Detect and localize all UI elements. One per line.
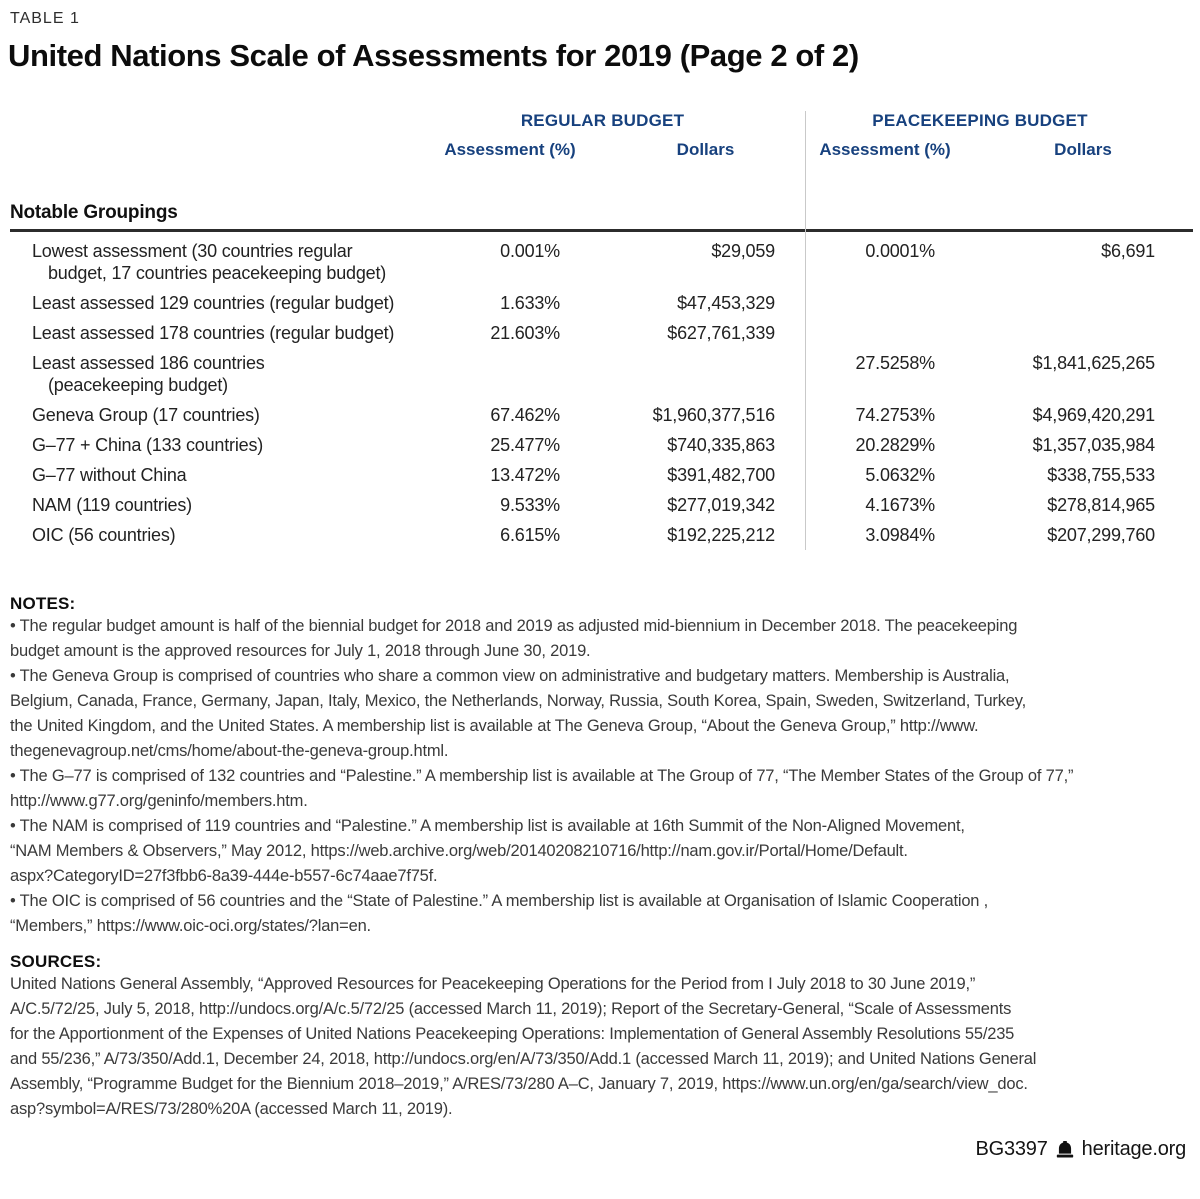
peacekeeping-assessment-cell: 74.2753% [855, 405, 935, 425]
source-line: Assembly, “Programme Budget for the Biennium 2018–2019,” A/RES/73/280 A–C, January 7, 2019, https://www.un.org/en/ga/search/view_doc. [10, 1075, 1028, 1093]
regular-assessment-cell: 13.472% [490, 465, 560, 485]
peacekeeping-assessment-cell: 0.0001% [865, 241, 935, 261]
assessments-table [10, 111, 1193, 550]
row-label-line1: NAM (119 countries) [32, 495, 192, 515]
peacekeeping-assessment-cell: 20.2829% [855, 435, 935, 455]
regular-dollars-cell: $192,225,212 [667, 525, 775, 545]
row-label [10, 404, 430, 426]
note-line: • The Geneva Group is comprised of countries who share a common view on administrative and budgetary matters. Membership is Australia, [10, 667, 1010, 685]
regular-assessment-cell: 6.615% [500, 525, 560, 545]
column-header-row [10, 140, 1193, 160]
footer [975, 1138, 1186, 1161]
page-title: United Nations Scale of Assessments for 2019 (Page 2 of 2) [8, 38, 859, 73]
regular-dollars-cell [590, 352, 775, 396]
peacekeeping-dollars-cell: $207,299,760 [1047, 525, 1155, 545]
regular-dollars-header: Dollars [676, 140, 735, 159]
peacekeeping-dollars-cell: $1,357,035,984 [1032, 435, 1155, 455]
source-line: and 55/236,” A/73/350/Add.1, December 24, 2018, http://undocs.org/en/A/73/350/Add.1 (accessed March 11, 2019); and United Nations General [10, 1050, 1037, 1068]
row-tail [1155, 352, 1193, 396]
source-line: asp?symbol=A/RES/73/280%20A (accessed March 11, 2019). [10, 1100, 453, 1118]
table-tag: TABLE 1 [10, 10, 80, 27]
note-line: • The G–77 is comprised of 132 countries and “Palestine.” A membership list is available at The Group of 77, “The Member States of the Group of 77,” [10, 767, 1074, 785]
source-line: for the Apportionment of the Expenses of United Nations Peacekeeping Operations: Implementation of General Assembly Resolutions 55/235 [10, 1025, 1015, 1043]
peacekeeping-dollars-cell [965, 292, 1155, 314]
note-item [10, 814, 1193, 889]
peacekeeping-assessment-cell: 27.5258% [855, 353, 935, 373]
peacekeeping-assessment-cell [805, 322, 965, 344]
note-line: http://www.g77.org/geninfo/members.htm. [10, 792, 308, 810]
row-label [10, 464, 430, 486]
table-row [10, 490, 1193, 520]
row-tail [1155, 404, 1193, 426]
regular-assessment-cell: 25.477% [490, 435, 560, 455]
row-label-line2: budget, 17 countries peacekeeping budget) [48, 263, 387, 283]
column-gap [775, 240, 805, 284]
table-body [10, 236, 1193, 550]
row-label [10, 352, 430, 396]
row-label-line1: Lowest assessment (30 countries regular [32, 241, 353, 261]
document-id: BG3397 [975, 1138, 1048, 1160]
regular-assessment-cell: 21.603% [490, 323, 560, 343]
row-label [10, 292, 430, 314]
column-gap [775, 494, 805, 516]
table-top-rule [10, 229, 1193, 232]
regular-dollars-cell: $740,335,863 [667, 435, 775, 455]
notes-section [10, 594, 1193, 939]
column-gap [775, 292, 805, 314]
note-line: • The OIC is comprised of 56 countries and the “State of Palestine.” A membership list is available at Organisation of Islamic Cooperation , [10, 892, 989, 910]
regular-assessment-cell: 67.462% [490, 405, 560, 425]
row-tail [1155, 524, 1193, 546]
regular-assessment-cell: 1.633% [500, 293, 560, 313]
regular-dollars-cell: $1,960,377,516 [652, 405, 775, 425]
note-item [10, 614, 1193, 664]
regular-assessment-cell: 0.001% [500, 241, 560, 261]
regular-assessment-cell: 9.533% [500, 495, 560, 515]
source-line: A/C.5/72/25, July 5, 2018, http://undocs.org/A/c.5/72/25 (accessed March 11, 2019); Report of the Secretary-General, “Scale of Assessments [10, 1000, 1012, 1018]
row-label [10, 494, 430, 516]
regular-assessment-cell [430, 352, 590, 396]
peacekeeping-assessment-cell [805, 292, 965, 314]
column-gap [775, 464, 805, 486]
note-line: Belgium, Canada, France, Germany, Japan, Italy, Mexico, the Netherlands, Norway, Russia, South Korea, Spain, Sweden, Switzerland, Turkey, [10, 692, 1026, 710]
row-label [10, 524, 430, 546]
note-line: “NAM Members & Observers,” May 2012, https://web.archive.org/web/20140208210716/http://nam.gov.ir/Portal/Home/Default. [10, 842, 908, 860]
table-row [10, 348, 1193, 400]
regular-dollars-cell: $627,761,339 [667, 323, 775, 343]
note-line: the United Kingdom, and the United States. A membership list is available at The Geneva Group, “About the Geneva Group,” http://www. [10, 717, 979, 735]
notes-heading: NOTES: [10, 594, 76, 613]
peacekeeping-assessment-cell: 4.1673% [865, 495, 935, 515]
row-tail [1155, 292, 1193, 314]
sources-heading: SOURCES: [10, 952, 102, 971]
regular-assessment-header: Assessment (%) [444, 140, 576, 159]
regular-dollars-cell: $391,482,700 [667, 465, 775, 485]
regular-dollars-cell: $277,019,342 [667, 495, 775, 515]
notes-list [10, 614, 1193, 939]
peacekeeping-budget-header: PEACEKEEPING BUDGET [872, 111, 1088, 130]
regular-dollars-cell: $47,453,329 [677, 293, 775, 313]
note-item [10, 664, 1193, 764]
sources-text [10, 972, 1193, 1122]
peacekeeping-dollars-header: Dollars [1054, 140, 1112, 159]
group-header-row [10, 111, 1193, 131]
row-label-line2: (peacekeeping budget) [48, 375, 228, 395]
row-label-line1: G–77 + China (133 countries) [32, 435, 264, 455]
peacekeeping-assessment-cell: 3.0984% [865, 525, 935, 545]
row-label [10, 434, 430, 456]
note-line: “Members,” https://www.oic-oci.org/states/?lan=en. [10, 917, 371, 935]
column-gap [775, 434, 805, 456]
peacekeeping-dollars-cell [965, 322, 1155, 344]
row-tail [1155, 464, 1193, 486]
table-row [10, 318, 1193, 348]
note-line: • The NAM is comprised of 119 countries and “Palestine.” A membership list is available at 16th Summit of the Non-Aligned Movement, [10, 817, 965, 835]
table-row [10, 288, 1193, 318]
row-label-line1: Geneva Group (17 countries) [32, 405, 260, 425]
peacekeeping-dollars-cell: $278,814,965 [1047, 495, 1155, 515]
column-gap [775, 352, 805, 396]
note-line: budget amount is the approved resources for July 1, 2018 through June 30, 2019. [10, 642, 591, 660]
row-label [10, 240, 430, 284]
row-label-line1: G–77 without China [32, 465, 187, 485]
liberty-bell-icon [1055, 1140, 1075, 1160]
row-label-line1: Least assessed 129 countries (regular budget) [32, 293, 395, 313]
source-line: United Nations General Assembly, “Approved Resources for Peacekeeping Operations for the Period from I July 2018 to 30 June 2019,” [10, 975, 976, 993]
note-item [10, 889, 1193, 939]
row-tail [1155, 322, 1193, 344]
row-label-line1: OIC (56 countries) [32, 525, 176, 545]
note-line: thegenevagroup.net/cms/home/about-the-geneva-group.html. [10, 742, 449, 760]
peacekeeping-dollars-cell: $338,755,533 [1047, 465, 1155, 485]
table-row [10, 520, 1193, 550]
regular-dollars-cell: $29,059 [711, 241, 775, 261]
row-tail [1155, 494, 1193, 516]
peacekeeping-assessment-header: Assessment (%) [819, 140, 951, 159]
column-gap [775, 524, 805, 546]
table-row [10, 236, 1193, 288]
sources-section [10, 952, 1193, 1122]
table-row [10, 400, 1193, 430]
peacekeeping-assessment-cell: 5.0632% [865, 465, 935, 485]
peacekeeping-dollars-cell: $4,969,420,291 [1032, 405, 1155, 425]
column-gap [775, 404, 805, 426]
row-label-line1: Least assessed 178 countries (regular budget) [32, 323, 395, 343]
note-item [10, 764, 1193, 814]
row-tail [1155, 434, 1193, 456]
peacekeeping-dollars-cell: $6,691 [1101, 241, 1155, 261]
note-line: • The regular budget amount is half of the biennial budget for 2018 and 2019 as adjusted mid-biennium in December 2018. The peacekeeping [10, 617, 1018, 635]
budget-section-divider [805, 111, 806, 550]
table-row [10, 460, 1193, 490]
column-gap [775, 322, 805, 344]
site-name: heritage.org [1081, 1138, 1186, 1160]
row-tail [1155, 240, 1193, 284]
note-line: aspx?CategoryID=27f3fbb6-8a39-444e-b557-6c74aae7f75f. [10, 867, 438, 885]
section-label: Notable Groupings [10, 202, 178, 223]
row-label [10, 322, 430, 344]
table-row [10, 430, 1193, 460]
regular-budget-header: REGULAR BUDGET [520, 111, 685, 130]
peacekeeping-dollars-cell: $1,841,625,265 [1032, 353, 1155, 373]
row-label-line1: Least assessed 186 countries [32, 353, 265, 373]
